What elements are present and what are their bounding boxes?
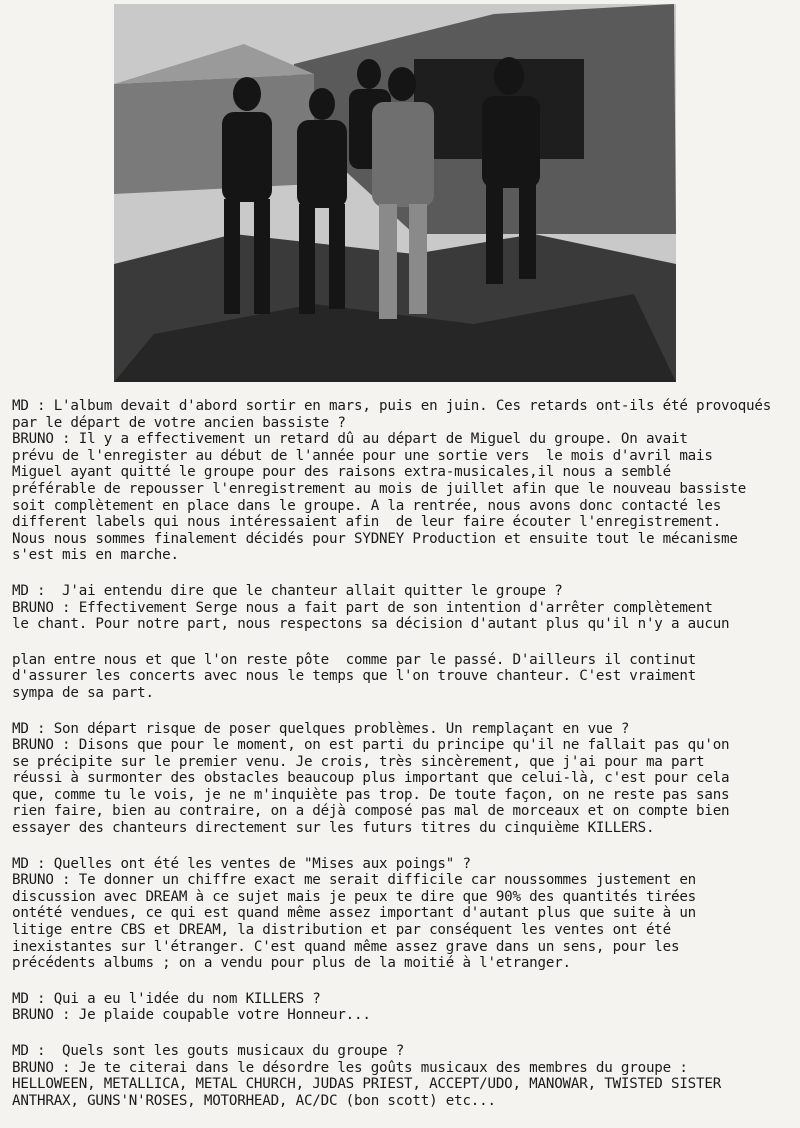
- text-line: par le départ de votre ancien bassiste ?: [12, 414, 346, 431]
- text-line: MD : Quelles ont été les ventes de "Mises aux poings" ?: [12, 855, 471, 872]
- interview-block: [12, 583, 792, 633]
- text-line: que, comme tu le vois, je ne m'inquiète pas trop. De toute façon, on ne reste pas sans: [12, 786, 730, 803]
- text-line: discussion avec DREAM à ce sujet mais je peux te dire que 90% des quantités tirées: [12, 888, 697, 905]
- interview-text: [12, 398, 792, 1128]
- text-line: le chant. Pour notre part, nous respectons sa décision d'autant plus qu'il n'y a aucun: [12, 616, 730, 633]
- text-line: rien faire, bien au contraire, on a déjà composé pas mal de morceaux et on compte bien: [12, 803, 730, 820]
- text-line: s'est mis en marche.: [12, 547, 179, 564]
- text-line: MD : Son départ risque de poser quelques problèmes. Un remplaçant en vue ?: [12, 720, 630, 737]
- text-line: MD : Quels sont les gouts musicaux du groupe ?: [12, 1043, 405, 1059]
- text-line: précédents albums ; on a vendu pour plus de la moitié à l'etranger.: [12, 955, 571, 972]
- text-line: sympa de sa part.: [12, 684, 154, 701]
- text-line: MD : L'album devait d'abord sortir en mars, puis en juin. Ces retards ont-ils été provoqués: [12, 398, 772, 414]
- interview-block: [12, 652, 792, 702]
- interview-block: [12, 1043, 792, 1109]
- text-line: Miguel ayant quitté le groupe pour des raisons extra-musicales,il nous a semblé: [12, 464, 671, 481]
- text-line: prévu de l'enregister au début de l'année pour une sortie vers le mois d'avril mais: [12, 447, 713, 464]
- text-line: ontété vendues, ce qui est quand même assez important d'autant plus que suite à un: [12, 905, 697, 922]
- interview-block: [12, 398, 792, 564]
- text-line: BRUNO : Te donner un chiffre exact me serait difficile car noussommes justement en: [12, 872, 697, 889]
- text-line: BRUNO : Il y a effectivement un retard dû au départ de Miguel du groupe. On avait: [12, 431, 688, 448]
- text-line: ANTHRAX, GUNS'N'ROSES, MOTORHEAD, AC/DC (bon scott) etc...: [12, 1092, 496, 1109]
- text-line: Nous nous sommes finalement décidés pour SYDNEY Production et ensuite tout le mécanisme: [12, 530, 738, 547]
- text-line: plan entre nous et que l'on reste pôte comme par le passé. D'ailleurs il continut: [12, 651, 697, 668]
- text-line: réussi à surmonter des obstacles beaucoup plus important que celui-là, c'est pour cela: [12, 770, 730, 787]
- band-photo-illustration: [114, 4, 676, 382]
- text-line: BRUNO : Effectivement Serge nous a fait part de son intention d'arrêter complètement: [12, 599, 713, 616]
- text-line: MD : J'ai entendu dire que le chanteur allait quitter le groupe ?: [12, 582, 563, 599]
- text-line: BRUNO : Je te citerai dans le désordre les goûts musicaux des membres du groupe :: [12, 1059, 688, 1076]
- band-photo: [114, 4, 676, 382]
- text-line: inexistantes sur l'étranger. C'est quand même assez grave dans un sens, pour les: [12, 938, 680, 955]
- interview-block: [12, 721, 792, 837]
- text-line: MD : Qui a eu l'idée du nom KILLERS ?: [12, 990, 321, 1007]
- text-line: essayer des chanteurs directement sur les futurs titres du cinquième KILLERS.: [12, 820, 655, 837]
- text-line: litige entre CBS et DREAM, la distribution et par conséquent les ventes ont été: [12, 922, 671, 939]
- interview-block: [12, 856, 792, 972]
- text-line: d'assurer les concerts avec nous le temps que l'on trouve chanteur. C'est vraiment: [12, 668, 697, 685]
- text-line: HELLOWEEN, METALLICA, METAL CHURCH, JUDAS PRIEST, ACCEPT/UDO, MANOWAR, TWISTED SISTER: [12, 1076, 722, 1093]
- text-line: préférable de repousser l'enregistrement au mois de juillet afin que le nouveau bassiste: [12, 480, 747, 497]
- text-line: BRUNO : Je plaide coupable votre Honneur...: [12, 1007, 371, 1024]
- interview-block: [12, 991, 792, 1024]
- text-line: se précipite sur le premier venu. Je crois, très sincèrement, que j'ai pour ma part: [12, 753, 705, 770]
- text-line: different labels qui nous intéressaient afin de leur faire écouter l'enregistrement.: [12, 514, 722, 531]
- text-line: BRUNO : Disons que pour le moment, on est parti du principe qu'il ne fallait pas qu'on: [12, 737, 730, 754]
- text-line: soit complètement en place dans le groupe. A la rentrée, nous avons donc contacté les: [12, 497, 722, 514]
